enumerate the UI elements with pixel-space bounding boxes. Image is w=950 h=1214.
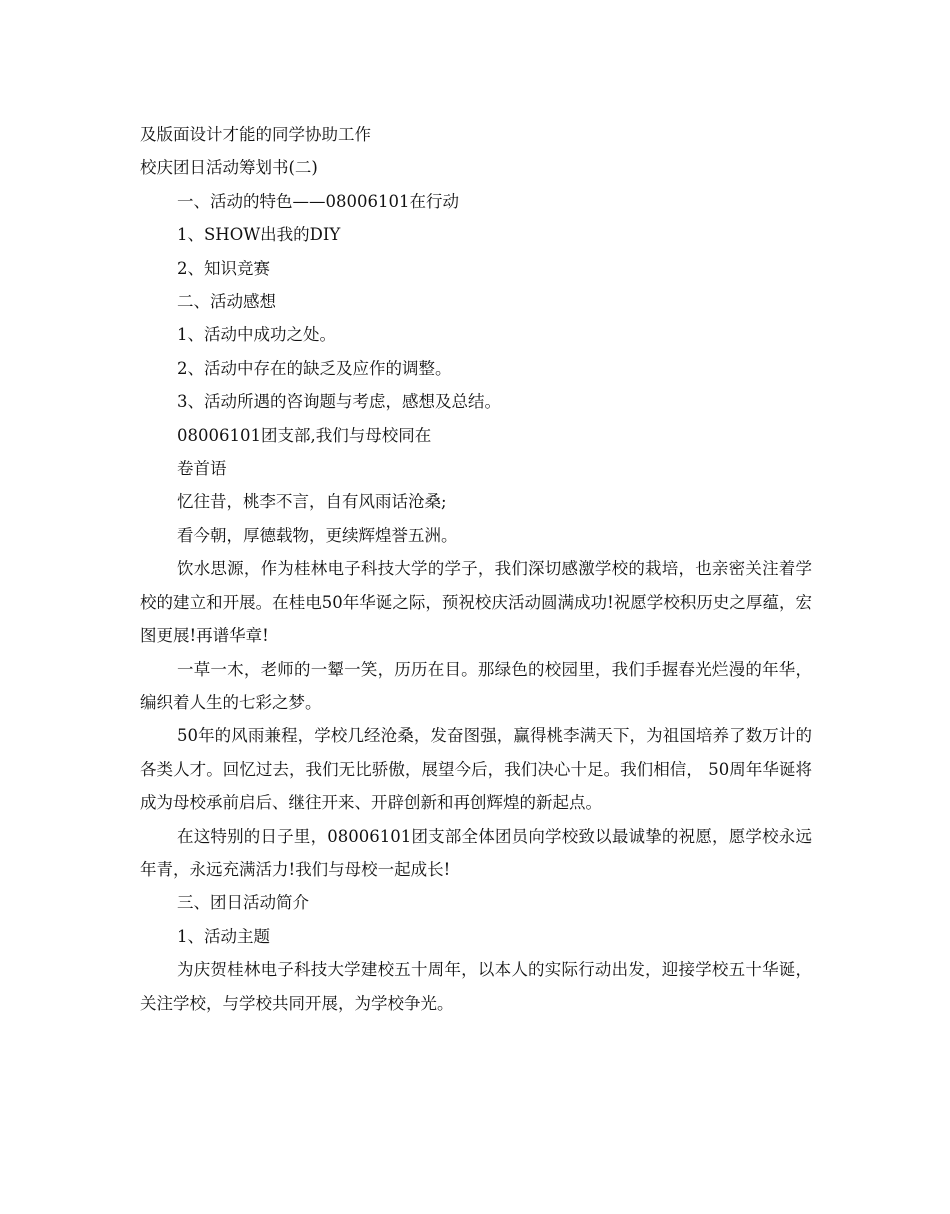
branch-title: 08006101团支部,我们与母校同在 (177, 425, 432, 445)
section-heading-reflections: 二、活动感想 (177, 292, 276, 312)
text-line-design-helpers: 及版面设计才能的同学协助工作 (140, 125, 371, 144)
paragraph-wishes: 在这特别的日子里，08006101团支部全体团员向学校致以最诚挚的祝愿，愿学校永远年青，永远充满活力!我们与母校一起成长! (140, 826, 812, 879)
document-page (140, 118, 812, 1020)
paragraph-gratitude: 饮水思源，作为桂林电子科技大学的学子，我们深切感激学校的栽培，也亲密关注着学校的建立和开展。在桂电50年华诞之际，预祝校庆活动圆满成功!祝愿学校积历史之厚蕴，宏图更展!再谱华章! (140, 559, 812, 646)
section-heading-features: 一、活动的特色——08006101在行动 (177, 191, 459, 211)
list-item-problems: 3、活动所遇的咨询题与考虑，感想及总结。 (177, 392, 501, 412)
list-item-quiz: 2、知识竞赛 (177, 258, 270, 278)
subheading-theme: 1、活动主题 (177, 926, 270, 946)
section-heading-overview: 三、团日活动简介 (177, 893, 309, 913)
list-item-diy: 1、SHOW出我的DIY (177, 225, 341, 245)
paragraph-fifty-years: 50年的风雨兼程，学校几经沧桑，发奋图强，赢得桃李满天下，为祖国培养了数万计的各类人才。回忆过去，我们无比骄傲，展望今后，我们决心十足。我们相信， 50周年华诞将成为母校承前启后、继往开来、开辟创新和再创辉煌的新起点。 (140, 726, 812, 813)
paragraph-campus-memories: 一草一木，老师的一颦一笑，历历在目。那绿色的校园里，我们手握春光烂漫的年华，编织着人生的七彩之梦。 (140, 659, 812, 712)
verse-line-2: 看今朝，厚德载物，更续辉煌誉五洲。 (177, 525, 458, 545)
verse-line-1: 忆往昔，桃李不言，自有风雨话沧桑; (177, 492, 447, 512)
list-item-shortcomings: 2、活动中存在的缺乏及应作的调整。 (177, 358, 452, 378)
preface-heading: 卷首语 (177, 459, 227, 479)
paragraph-theme: 为庆贺桂林电子科技大学建校五十周年，以本人的实际行动出发，迎接学校五十华诞，关注学校，与学校共同开展，为学校争光。 (140, 960, 812, 1013)
document-subtitle: 校庆团日活动筹划书(二) (140, 158, 318, 178)
list-item-success: 1、活动中成功之处。 (177, 325, 336, 345)
